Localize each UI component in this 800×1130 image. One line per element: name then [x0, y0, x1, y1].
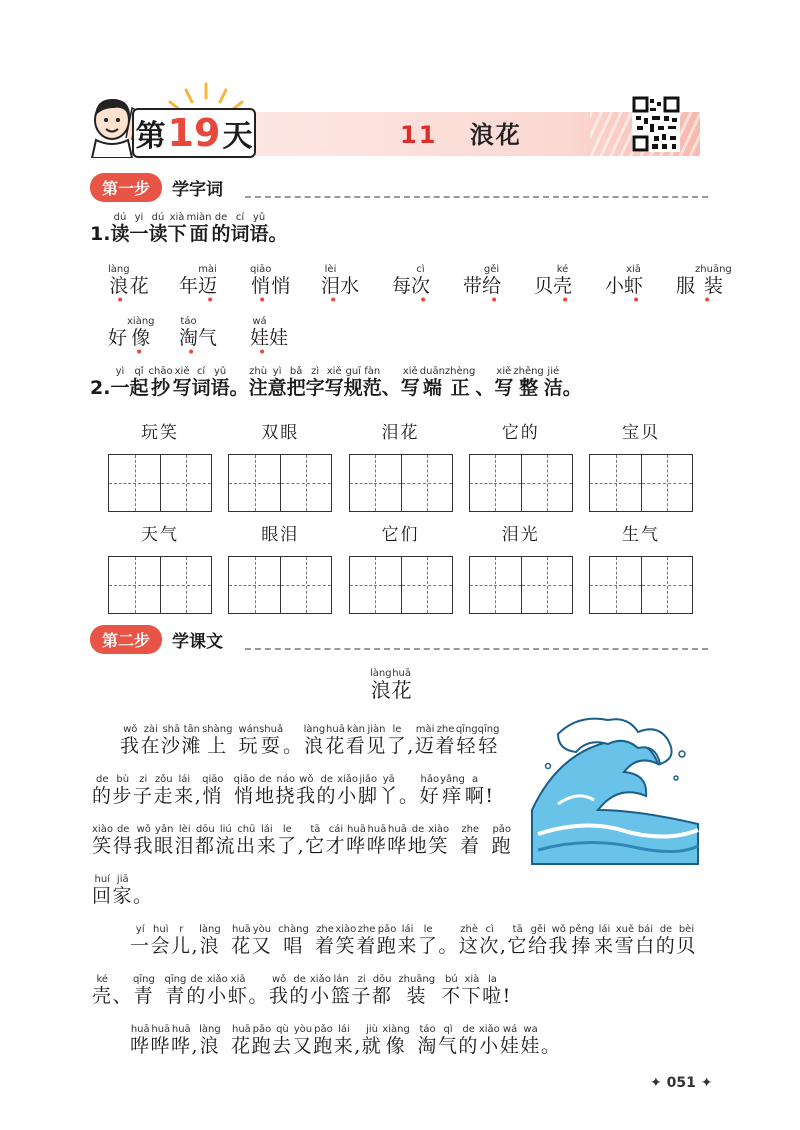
text-char: 脚jiǎo: [358, 774, 379, 807]
writing-box[interactable]: [521, 455, 572, 511]
vocab-char: 悄: [271, 275, 291, 297]
vocab-char: 小: [605, 275, 625, 297]
emphasis-dot: •: [135, 345, 144, 361]
question-char: 端duān: [419, 366, 445, 399]
copy-word-label: 玩笑: [141, 423, 179, 443]
vocab-char: 淘táo: [179, 316, 199, 349]
text-char: 啊a: [464, 774, 486, 807]
vocab-char: 浪làng: [108, 264, 130, 297]
step2-divider: [245, 648, 708, 650]
text-char: 子zi: [133, 774, 154, 807]
question-char: 正zhèng: [444, 366, 476, 399]
vocab-row-2: [108, 316, 321, 361]
vocab-char: 花: [129, 275, 149, 297]
text-char: 小xiǎo: [478, 1024, 500, 1057]
vocab-char: 装zhuāng: [695, 264, 732, 297]
day-prefix: 第: [135, 119, 166, 154]
text-char: 我wǒ: [268, 974, 290, 1007]
text-char: 我wǒ: [548, 924, 569, 957]
q2-label: 2.: [90, 377, 111, 399]
text-char: 。: [438, 935, 459, 957]
text-char: 虾xiā: [227, 974, 249, 1007]
vocab-word: [676, 264, 747, 309]
vocab-word: [605, 264, 676, 309]
emphasis-dot: •: [561, 293, 570, 309]
vocab-char: 次cì: [411, 264, 431, 297]
question-char: 抄chāo: [148, 366, 173, 399]
text-char: 花huā: [231, 924, 252, 957]
text-char: 跑pǎo: [251, 1024, 273, 1057]
question-char: 字zì: [305, 366, 325, 399]
text-char: 耍shuǎ: [259, 724, 284, 757]
step2-header: [90, 624, 223, 654]
q1-label: 1.: [90, 223, 111, 245]
text-char: 小xiǎo: [309, 974, 331, 1007]
text-char: 淘táo: [417, 1024, 438, 1057]
text-char: 痒yǎng: [440, 774, 465, 807]
text-char: ,: [191, 1035, 200, 1057]
text-line: [120, 724, 500, 758]
copy-word-label: 它们: [381, 525, 420, 545]
question-char: 洁jié: [543, 366, 563, 399]
text-char: 轻qīng: [455, 724, 478, 757]
text-char: 的de: [316, 774, 338, 807]
question-char: 读dú: [110, 212, 130, 245]
text-char: 来lái: [333, 1024, 355, 1057]
writing-box[interactable]: [280, 455, 331, 511]
writing-box[interactable]: [109, 455, 160, 511]
text-char: 跑pǎo: [376, 924, 398, 957]
writing-grid: [228, 556, 332, 614]
writing-grid: [108, 454, 212, 512]
copy-cell: [108, 418, 212, 512]
text-char: ,: [407, 735, 415, 757]
text-char: 浪làng: [303, 724, 326, 757]
copy-cell: [349, 418, 453, 512]
writing-grid: [349, 454, 453, 512]
vocab-word: [250, 316, 321, 361]
writing-grid: [589, 556, 693, 614]
text-char: 哗huā: [150, 1024, 172, 1057]
text-line: [130, 1024, 561, 1058]
emphasis-dot: •: [258, 345, 267, 361]
day-badge: [132, 108, 256, 158]
text-char: 哗huā: [366, 824, 388, 857]
text-char: 地de: [255, 774, 276, 807]
text-char: 来lái: [256, 824, 278, 857]
vocab-char: 气: [198, 327, 218, 349]
copy-cell: [589, 520, 693, 614]
text-char: 装zhuāng: [398, 974, 436, 1007]
text-char: 家jiā: [112, 874, 134, 907]
text-char: 上shàng: [202, 724, 233, 757]
copy-cell: [469, 520, 573, 614]
text-char: 笑xiào: [428, 824, 450, 857]
vocab-char: 带: [463, 275, 483, 297]
writing-grid: [589, 454, 693, 512]
step2-title: 学课文: [172, 631, 224, 652]
text-line: [130, 924, 697, 958]
vocab-char: 悄qiāo: [250, 264, 272, 297]
text-char: 着zhe: [459, 824, 481, 857]
emphasis-dot: •: [703, 293, 712, 309]
text-char: !: [502, 985, 512, 1007]
text-char: ,: [297, 835, 306, 857]
text-char: 悄qiāo: [202, 774, 224, 807]
step1-divider: [245, 196, 708, 198]
vocab-char: 贝: [534, 275, 554, 297]
text-char: 走zǒu: [153, 774, 175, 807]
text-char: 哗huā: [387, 824, 408, 857]
copy-cell: [228, 418, 332, 512]
copy-word-label: 双眼: [261, 423, 300, 443]
step1-pill: 第一步: [90, 173, 162, 202]
text-char: 悄qiāo: [233, 774, 256, 807]
text-char: 的de: [655, 924, 677, 957]
step1-title: 学字词: [172, 179, 224, 200]
text-char: 去qù: [272, 1024, 293, 1057]
question-char: 写xiě: [494, 366, 514, 399]
text-char: 子zi: [351, 974, 372, 1007]
text-char: 眼yǎn: [153, 824, 175, 857]
vocab-char: 虾xiā: [624, 264, 644, 297]
vocab-word: [108, 264, 179, 309]
text-char: 轻qīng: [477, 724, 500, 757]
copy-word-label: 天气: [141, 525, 179, 545]
vocab-char: 像xiàng: [127, 316, 155, 349]
emphasis-dot: •: [187, 345, 196, 361]
text-char: 了le: [386, 724, 408, 757]
text-char: ,: [499, 935, 508, 957]
question-char: 一yi: [129, 212, 149, 245]
copy-grid-row-2: [108, 520, 693, 614]
copy-word-label: 它的: [501, 423, 540, 443]
text-char: 的de: [458, 1024, 479, 1057]
text-char: 雪xuě: [614, 924, 636, 957]
text-char: 啦la: [482, 974, 503, 1007]
text-char: 娃wa: [520, 1024, 541, 1057]
text-char: 都dōu: [195, 824, 216, 857]
question-char: 把bǎ: [286, 366, 306, 399]
text-char: 跑pǎo: [491, 824, 512, 857]
day-suffix: 天: [222, 119, 253, 154]
text-char: 会huì: [150, 924, 172, 957]
text-char: 的de: [186, 974, 207, 1007]
text-char: 我wǒ: [296, 774, 317, 807]
question-char: 词cí: [191, 366, 211, 399]
writing-box[interactable]: [641, 557, 692, 613]
text-char: 地de: [407, 824, 429, 857]
question-char: 语yǔ: [249, 212, 269, 245]
copy-word-label: 生气: [622, 525, 660, 545]
text-char: 浪làng: [199, 924, 221, 957]
emphasis-dot: •: [632, 293, 641, 309]
text-char: 了le: [277, 824, 298, 857]
text-char: 儿r: [171, 924, 192, 957]
text-char: 花huā: [231, 1024, 252, 1057]
text-char: 丫yā: [378, 774, 400, 807]
vocab-word: [108, 316, 179, 361]
writing-grid: [349, 556, 453, 614]
text-char: 小xiǎo: [206, 974, 228, 1007]
question-char: 写xiě: [324, 366, 344, 399]
text-char: 步bù: [112, 774, 134, 807]
title-char: 浪làng: [370, 668, 392, 702]
text-char: 它tā: [305, 824, 326, 857]
text-char: 泪lèi: [174, 824, 196, 857]
text-char: !: [485, 785, 495, 807]
text-char: 就jiù: [361, 1024, 383, 1057]
text-char: 得de: [112, 824, 134, 857]
text-char: 着zhe: [435, 724, 456, 757]
text-char: 着zhe: [314, 924, 336, 957]
lesson-name: 浪花: [469, 121, 522, 149]
question-char: 范fàn: [362, 366, 382, 399]
lesson-number: 11: [400, 121, 438, 149]
writing-box[interactable]: [401, 557, 452, 613]
question-char: 读dú: [148, 212, 168, 245]
writing-box[interactable]: [470, 557, 521, 613]
question-char: 语yǔ: [210, 366, 230, 399]
copy-word-label: 眼泪: [261, 525, 300, 545]
question-2: [90, 366, 582, 400]
vocab-char: 水: [340, 275, 360, 297]
vocab-char: 娃wá: [250, 316, 270, 349]
writing-grid: [469, 556, 573, 614]
emphasis-dot: •: [329, 293, 338, 309]
text-char: 。: [283, 735, 304, 757]
question-char: 。: [562, 377, 582, 399]
text-char: 又yòu: [292, 1024, 314, 1057]
text-char: 哗huā: [130, 1024, 151, 1057]
writing-box[interactable]: [160, 455, 211, 511]
lesson-title: [400, 115, 522, 150]
text-char: 气qì: [437, 1024, 459, 1057]
text-char: 壳ké: [92, 974, 113, 1007]
question-char: 、: [381, 377, 401, 399]
vocab-char: 年: [179, 275, 199, 297]
vocab-char: 好: [108, 327, 128, 349]
text-char: 娃wá: [499, 1024, 521, 1057]
text-char: 笑xiào: [92, 824, 113, 857]
wave-illustration: [528, 714, 700, 866]
vocab-char: 每: [392, 275, 412, 297]
qr-code-icon[interactable]: [632, 96, 680, 152]
vocab-char: 服: [676, 275, 696, 297]
vocab-char: 娃: [269, 327, 289, 349]
text-char: 又yòu: [251, 924, 273, 957]
question-char: 意yì: [267, 366, 287, 399]
vocab-word: [534, 264, 605, 309]
question-char: 、: [475, 377, 495, 399]
writing-grid: [469, 454, 573, 512]
writing-box[interactable]: [229, 455, 280, 511]
text-char: 的de: [92, 774, 113, 807]
page-number: ✦ 051 ✦: [650, 1075, 713, 1091]
vocab-char: 给gěi: [482, 264, 502, 297]
text-char: 玩wán: [238, 724, 260, 757]
text-char: 来lái: [594, 924, 615, 957]
question-char: 面miàn: [186, 212, 212, 245]
emphasis-dot: •: [490, 293, 499, 309]
text-char: 。: [248, 985, 269, 1007]
text-char: 的de: [289, 974, 310, 1007]
text-char: 给gěi: [527, 924, 549, 957]
question-char: 写xiě: [400, 366, 420, 399]
text-char: 。: [399, 785, 420, 807]
text-char: 捧pěng: [568, 924, 595, 957]
text-char: 来lái: [174, 774, 195, 807]
question-char: 整zhěng: [513, 366, 544, 399]
writing-box[interactable]: [109, 557, 160, 613]
copy-word-label: 泪光: [501, 525, 540, 545]
step1-header: [90, 172, 223, 202]
text-char: 。: [133, 885, 154, 907]
text-char: 笑xiào: [335, 924, 357, 957]
text-char: 小xiǎo: [337, 774, 359, 807]
text-char: 了le: [417, 924, 439, 957]
writing-box[interactable]: [470, 455, 521, 511]
text-char: 、: [112, 985, 134, 1007]
text-char: 沙shā: [161, 724, 182, 757]
text-title: [370, 668, 412, 703]
text-char: 浪làng: [199, 1024, 221, 1057]
text-char: 它tā: [507, 924, 528, 957]
emphasis-dot: •: [116, 293, 125, 309]
copy-cell: [469, 418, 573, 512]
question-char: 的de: [211, 212, 231, 245]
writing-box[interactable]: [350, 557, 401, 613]
writing-box[interactable]: [229, 557, 280, 613]
text-char: 见jiàn: [366, 724, 387, 757]
title-char: 花huā: [391, 668, 412, 702]
vocab-word: [392, 264, 463, 309]
vocab-word: [321, 264, 392, 309]
vocab-row-1: [108, 264, 747, 309]
vocab-word: [179, 316, 250, 361]
question-char: 起qǐ: [129, 366, 149, 399]
text-char: 回huí: [92, 874, 113, 907]
step2-pill: 第二步: [90, 625, 162, 654]
text-line: [92, 874, 154, 908]
writing-grid: [108, 556, 212, 614]
text-char: 哗huā: [346, 824, 367, 857]
vocab-word: [179, 264, 250, 309]
text-char: 青qīng: [133, 974, 155, 1007]
text-char: ,: [194, 785, 203, 807]
text-char: 挠náo: [275, 774, 297, 807]
text-char: 出chū: [236, 824, 257, 857]
text-char: 白bái: [635, 924, 656, 957]
writing-box[interactable]: [590, 455, 641, 511]
writing-box[interactable]: [280, 557, 331, 613]
text-char: 来lái: [397, 924, 418, 957]
writing-box[interactable]: [350, 455, 401, 511]
text-char: 青qīng: [164, 974, 187, 1007]
writing-box[interactable]: [641, 455, 692, 511]
text-line: [92, 824, 512, 858]
emphasis-dot: •: [419, 293, 428, 309]
text-char: 跑pǎo: [313, 1024, 334, 1057]
text-char: 才cái: [325, 824, 347, 857]
text-char: 我wǒ: [120, 724, 141, 757]
text-char: 迈mài: [414, 724, 436, 757]
question-char: 一yì: [110, 366, 130, 399]
text-char: 我wǒ: [133, 824, 154, 857]
text-char: 看kàn: [345, 724, 367, 757]
text-char: 花huā: [325, 724, 346, 757]
emphasis-dot: •: [258, 293, 267, 309]
day-number: 19: [167, 111, 221, 155]
question-char: 。: [268, 223, 288, 245]
vocab-char: 壳ké: [553, 264, 573, 297]
text-char: 次cì: [479, 924, 500, 957]
writing-grid: [228, 454, 332, 512]
text-char: 哗huā: [171, 1024, 192, 1057]
text-char: 下xià: [461, 974, 483, 1007]
text-char: 唱chàng: [278, 924, 309, 957]
vocab-word: [250, 264, 321, 309]
question-char: 规guī: [343, 366, 363, 399]
emphasis-dot: •: [206, 293, 215, 309]
question-char: 下xià: [167, 212, 187, 245]
text-char: 这zhè: [458, 924, 480, 957]
text-char: 贝bèi: [676, 924, 697, 957]
copy-word-label: 宝贝: [622, 423, 660, 443]
copy-grid-row-1: [108, 418, 693, 512]
text-char: ,: [354, 1035, 362, 1057]
text-char: 滩tān: [181, 724, 203, 757]
text-char: 好hǎo: [419, 774, 441, 807]
writing-box[interactable]: [401, 455, 452, 511]
vocab-word: [463, 264, 534, 309]
text-char: 像xiàng: [382, 1024, 410, 1057]
text-char: 。: [540, 1035, 562, 1057]
text-char: 篮lán: [330, 974, 352, 1007]
question-1: [90, 212, 288, 246]
question-char: 词cí: [230, 212, 250, 245]
text-char: 不bú: [441, 974, 462, 1007]
text-line: [92, 974, 512, 1008]
question-char: 注zhù: [248, 366, 268, 399]
text-char: 都dōu: [371, 974, 393, 1007]
writing-box[interactable]: [160, 557, 211, 613]
vocab-char: 迈mài: [198, 264, 218, 297]
copy-cell: [228, 520, 332, 614]
copy-cell: [108, 520, 212, 614]
text-char: 在zài: [140, 724, 162, 757]
text-char: ,: [191, 935, 200, 957]
text-char: 着zhe: [356, 924, 377, 957]
copy-cell: [349, 520, 453, 614]
text-char: 流liú: [215, 824, 237, 857]
writing-box[interactable]: [521, 557, 572, 613]
question-char: 。: [229, 377, 249, 399]
copy-word-label: 泪花: [381, 423, 420, 443]
vocab-char: 泪lèi: [321, 264, 341, 297]
question-char: 写xiě: [172, 366, 192, 399]
text-char: 一yí: [130, 924, 151, 957]
writing-box[interactable]: [590, 557, 641, 613]
copy-cell: [589, 418, 693, 512]
text-line: [92, 774, 495, 808]
